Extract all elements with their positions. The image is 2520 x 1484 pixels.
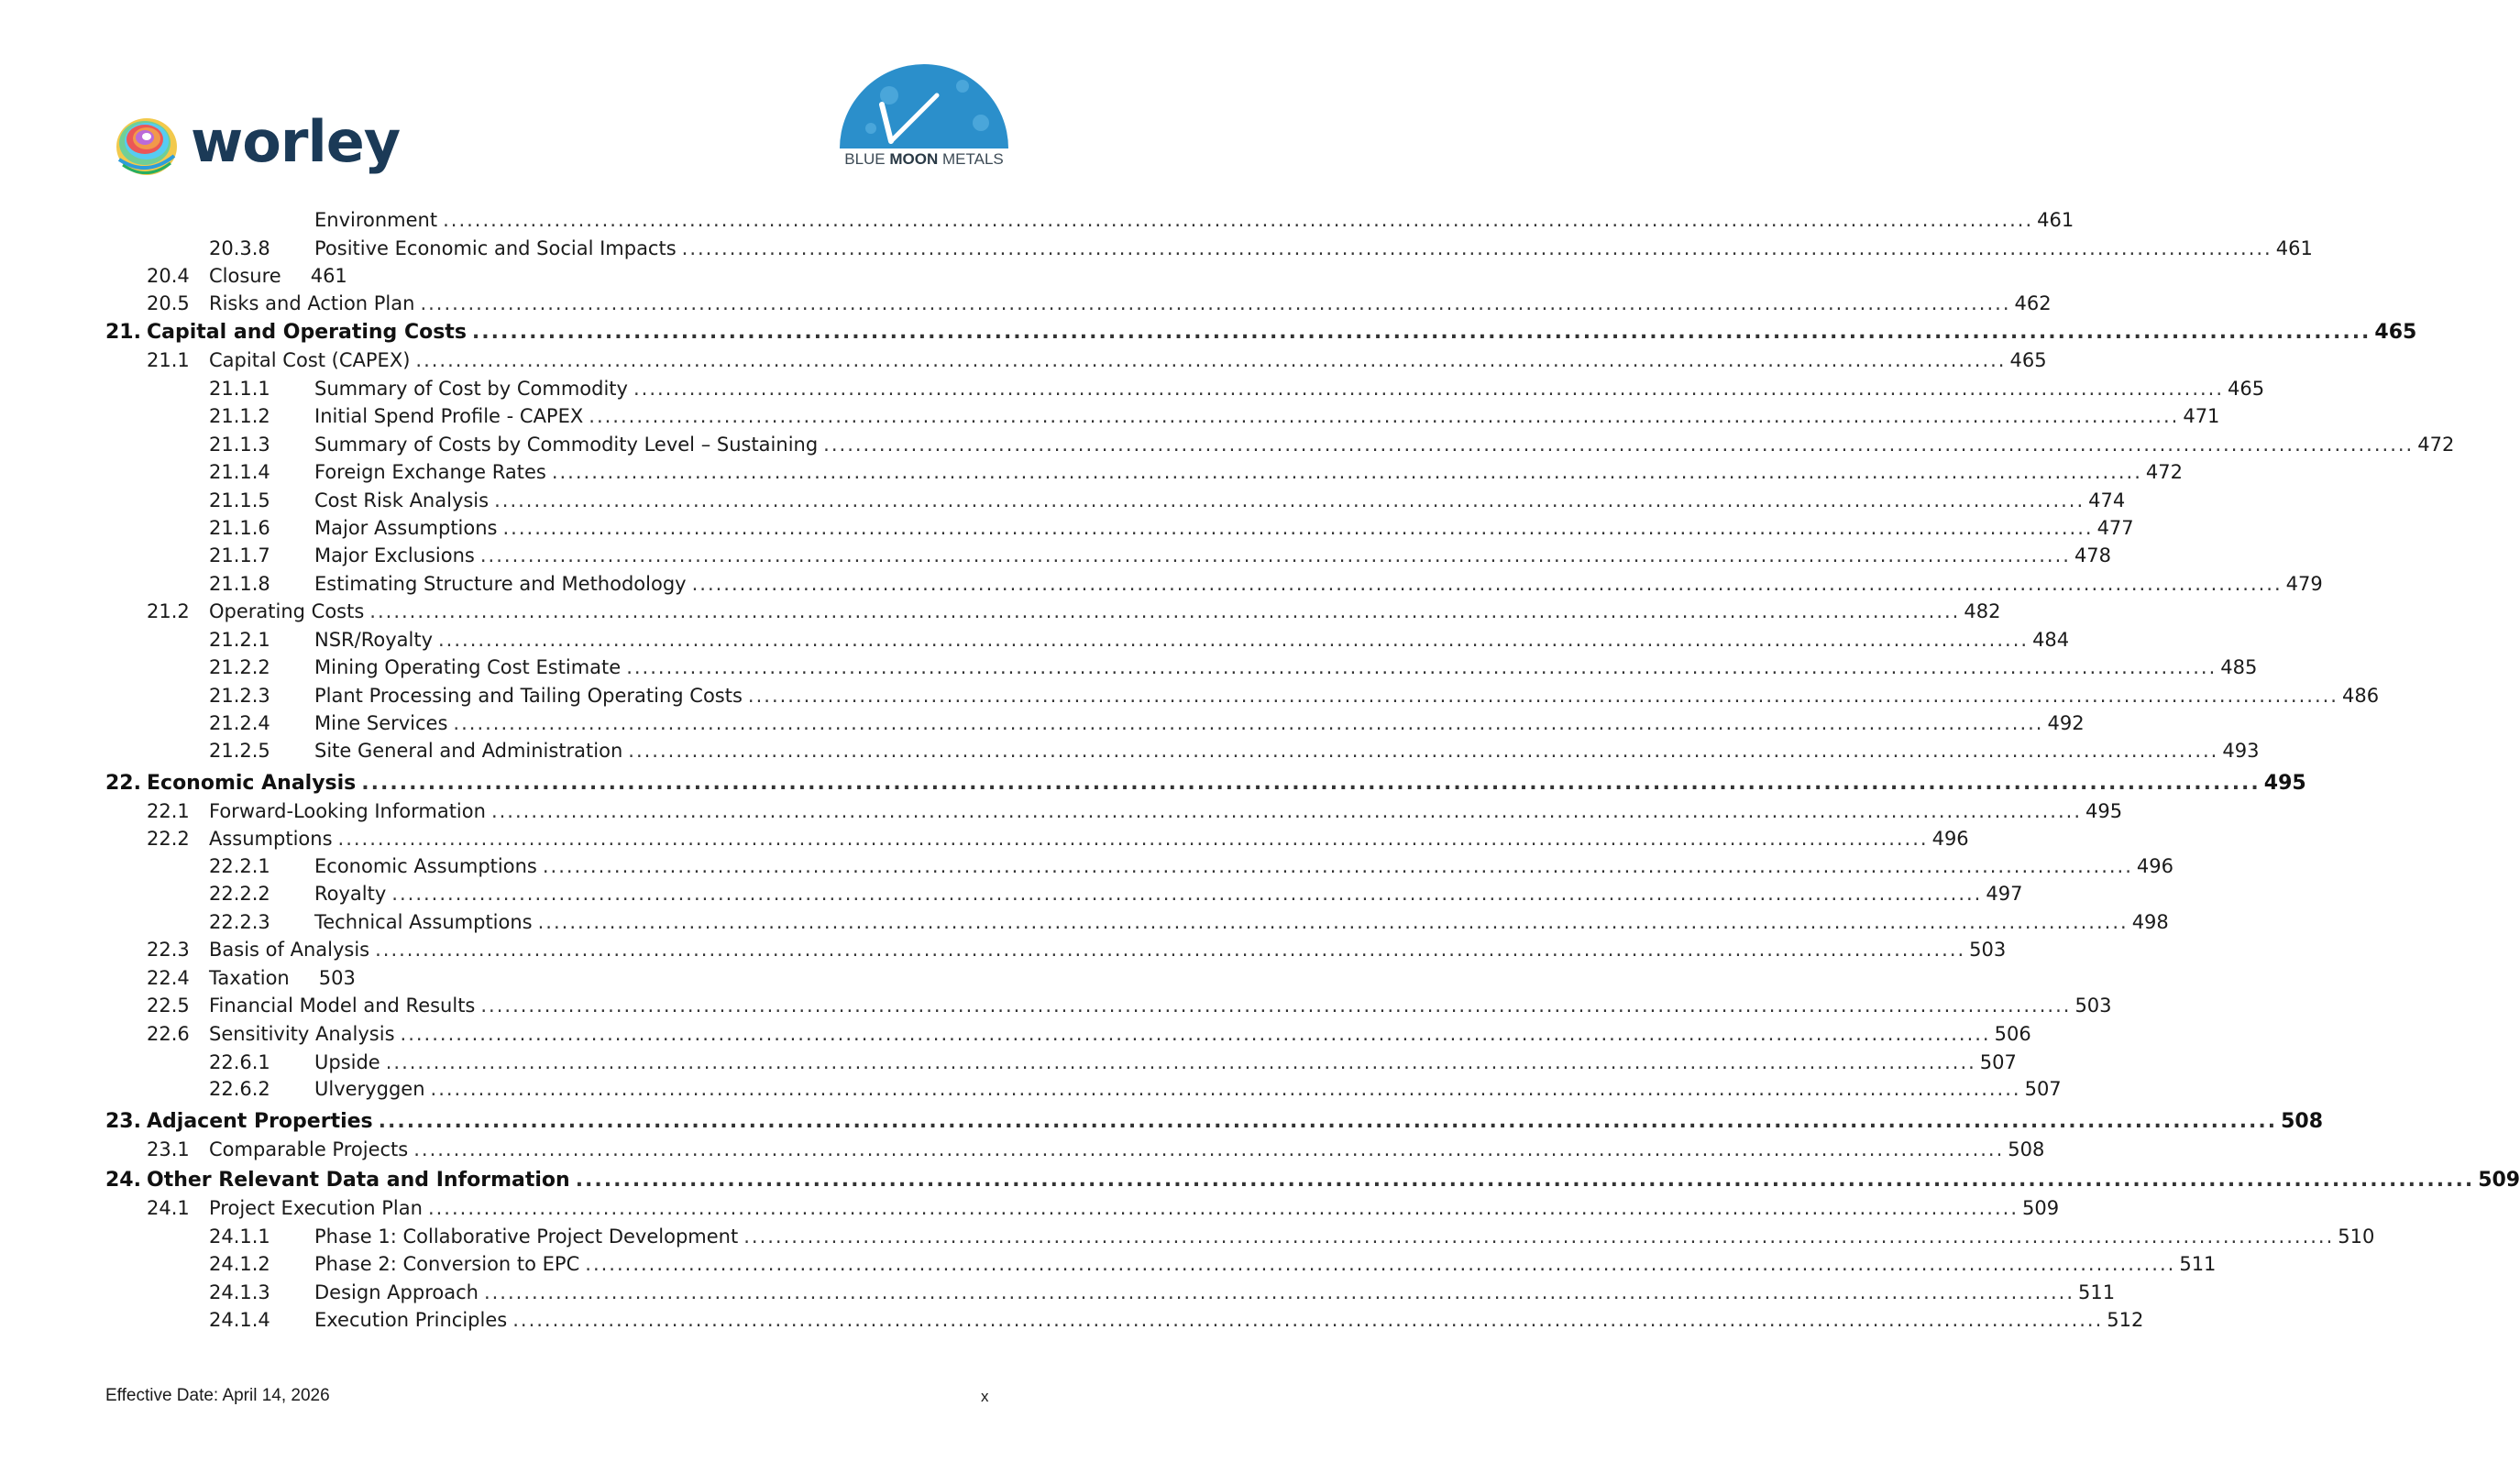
page-number: x bbox=[981, 1388, 989, 1405]
blue-moon-metals-wordmark bbox=[834, 150, 1014, 169]
toc-entry-line bbox=[209, 265, 347, 287]
blue-moon-metals-logo bbox=[834, 59, 1014, 174]
toc-entry-title: Plant Processing and Tailing Operating Costs bbox=[314, 685, 743, 707]
dot-leader: ........................................................................................................................................................................................................ bbox=[490, 800, 2082, 822]
toc-entry-page: 461 bbox=[2275, 237, 2313, 259]
toc-entry-line bbox=[314, 405, 2220, 427]
toc-entry-page: 496 bbox=[2136, 855, 2173, 877]
toc-entry[interactable] bbox=[0, 517, 2134, 545]
toc-entry-title: Taxation bbox=[209, 967, 290, 989]
toc-entry-line bbox=[314, 629, 2070, 651]
toc-entry-page: 511 bbox=[2078, 1281, 2116, 1303]
toc-entry-number: 21.2 bbox=[147, 600, 190, 622]
toc-entry-line bbox=[147, 321, 2417, 344]
toc-entry-line bbox=[314, 685, 2380, 707]
toc-entry-number: 21.1.4 bbox=[209, 461, 270, 483]
toc-entry-page: 508 bbox=[2281, 1110, 2324, 1133]
toc-entry-title: Capital Cost (CAPEX) bbox=[209, 349, 411, 371]
dot-leader: ........................................................................................................................................................................................................ bbox=[385, 1051, 1976, 1073]
dot-leader: ........................................................................................................................................................................................................ bbox=[400, 1023, 1991, 1045]
toc-entry-title: Summary of Cost by Commodity bbox=[314, 378, 628, 400]
toc-entry-page: 509 bbox=[2022, 1197, 2060, 1219]
dot-leader: ........................................................................................................................................................................................................ bbox=[747, 685, 2338, 707]
toc-entry[interactable] bbox=[0, 1078, 2062, 1106]
toc-entry-title: Site General and Administration bbox=[314, 740, 623, 762]
toc-entry-page: 485 bbox=[2220, 656, 2258, 678]
toc-entry-number: 22.6.1 bbox=[209, 1051, 270, 1073]
toc-entry-page: 493 bbox=[2222, 740, 2260, 762]
toc-entry[interactable] bbox=[0, 321, 2417, 349]
dot-leader: ........................................................................................................................................................................................................ bbox=[480, 995, 2072, 1017]
toc-entry-number: 21.1.6 bbox=[209, 517, 270, 539]
toc-entry[interactable] bbox=[0, 1226, 2375, 1254]
toc-entry-title: Execution Principles bbox=[314, 1309, 508, 1331]
toc-entry-title: Basis of Analysis bbox=[209, 939, 370, 961]
toc-entry-title: Forward-Looking Information bbox=[209, 800, 486, 822]
toc-entry-page: 498 bbox=[2131, 911, 2169, 933]
toc-entry-number: 22.6 bbox=[147, 1023, 190, 1045]
toc-entry-title: Summary of Costs by Commodity Level – Sustaining bbox=[314, 434, 819, 456]
toc-entry-line bbox=[314, 1078, 2062, 1100]
toc-entry[interactable] bbox=[0, 1281, 2116, 1310]
toc-entry-number: 21.1.2 bbox=[209, 405, 270, 427]
dot-leader: ........................................................................................................................................................................................................ bbox=[502, 517, 2094, 539]
toc-entry[interactable] bbox=[0, 265, 1146, 293]
toc-entry[interactable] bbox=[0, 600, 2001, 629]
toc-entry-line bbox=[314, 434, 2455, 456]
toc-entry-number: 23.1 bbox=[147, 1138, 190, 1160]
toc-entry-title: Estimating Structure and Methodology bbox=[314, 573, 687, 595]
dot-leader: ........................................................................................................................................................................................................ bbox=[453, 712, 2044, 734]
toc-entry-number: 20.4 bbox=[147, 265, 190, 287]
toc-entry[interactable] bbox=[0, 349, 2047, 378]
toc-entry-title: Initial Spend Profile - CAPEX bbox=[314, 405, 584, 427]
dot-leader: ........................................................................................................................................................................................................ bbox=[479, 544, 2071, 566]
dot-leader: ........................................................................................................................................................................................................ bbox=[585, 1253, 2176, 1275]
toc-entry-page: 486 bbox=[2341, 685, 2380, 707]
dot-leader: ........................................................................................................................................................................................................ bbox=[691, 573, 2283, 595]
toc-entry-title: Mine Services bbox=[314, 712, 448, 734]
dot-leader: ........................................................................................................................................................................................................ bbox=[743, 1226, 2335, 1248]
toc-entry-page: 507 bbox=[1979, 1051, 2017, 1073]
toc-entry-title: Environment bbox=[314, 209, 438, 231]
toc-entry-line bbox=[314, 911, 2169, 933]
toc-entry-title: Closure bbox=[209, 265, 281, 287]
toc-entry[interactable] bbox=[0, 939, 2007, 967]
dot-leader: ........................................................................................................................................................................................................ bbox=[378, 1110, 2278, 1133]
toc-entry-number: 21.1.8 bbox=[209, 573, 270, 595]
toc-entry-page: 461 bbox=[2037, 209, 2074, 231]
dot-leader: ........................................................................................................................................................................................................ bbox=[512, 1309, 2104, 1331]
dot-leader: ........................................................................................................................................................................................................ bbox=[633, 378, 2225, 400]
toc-entry-page: 461 bbox=[310, 265, 347, 287]
toc-entry-page: 507 bbox=[2024, 1078, 2062, 1100]
toc-entry-title: Financial Model and Results bbox=[209, 995, 476, 1017]
toc-entry-title: Economic Analysis bbox=[147, 772, 357, 795]
worley-wordmark: worley bbox=[191, 108, 401, 175]
toc-entry[interactable] bbox=[0, 434, 2455, 462]
toc-entry[interactable] bbox=[0, 967, 1146, 995]
toc-entry-number: 22.2.1 bbox=[209, 855, 270, 877]
toc-entry[interactable] bbox=[0, 544, 2112, 573]
toc-entry-number: 22.2 bbox=[147, 828, 190, 850]
toc-entry-line bbox=[209, 292, 2052, 314]
worley-logo bbox=[114, 108, 407, 187]
dot-leader: ........................................................................................................................................................................................................ bbox=[494, 489, 2085, 511]
toc-entry-page: 511 bbox=[2179, 1253, 2217, 1275]
toc-entry[interactable] bbox=[0, 1023, 2031, 1051]
toc-entry[interactable] bbox=[0, 237, 2313, 266]
toc-entry-line bbox=[209, 939, 2007, 961]
toc-entry-line bbox=[314, 883, 2023, 905]
effective-date: Effective Date: April 14, 2026 bbox=[105, 1386, 330, 1405]
toc-entry[interactable] bbox=[0, 1110, 2324, 1138]
toc-entry-line bbox=[209, 600, 2001, 622]
toc-entry-line bbox=[314, 461, 2183, 483]
toc-entry-line bbox=[314, 544, 2112, 566]
dot-leader: ........................................................................................................................................................................................................ bbox=[375, 939, 1966, 961]
dot-leader: ........................................................................................................................................................................................................ bbox=[443, 209, 2034, 231]
toc-entry[interactable] bbox=[0, 855, 2173, 884]
toc-entry-page: 495 bbox=[2263, 772, 2306, 795]
toc-entry-number: 22.3 bbox=[147, 939, 190, 961]
toc-entry-number: 21.1.1 bbox=[209, 378, 270, 400]
bmm-text-moon: MOON bbox=[889, 150, 939, 168]
toc-entry[interactable] bbox=[0, 772, 2306, 800]
toc-entry-title: Foreign Exchange Rates bbox=[314, 461, 546, 483]
toc-entry-title: Ulveryggen bbox=[314, 1078, 425, 1100]
toc-entry-line bbox=[314, 1051, 2017, 1073]
toc-entry-page: 496 bbox=[1931, 828, 1969, 850]
toc-entry-number: 22.5 bbox=[147, 995, 190, 1017]
moon-clock-icon bbox=[834, 59, 1014, 150]
toc-entry-line bbox=[314, 573, 2323, 595]
toc-entry-page: 465 bbox=[2374, 321, 2417, 344]
toc-entry[interactable] bbox=[0, 995, 2112, 1023]
toc-entry-page: 477 bbox=[2096, 517, 2134, 539]
toc-entry-page: 506 bbox=[1994, 1023, 2031, 1045]
toc-entry-number: 24.1.3 bbox=[209, 1281, 270, 1303]
toc-entry-line bbox=[209, 1138, 2045, 1160]
toc-entry-page: 465 bbox=[2228, 378, 2265, 400]
toc-entry-number: 24.1.4 bbox=[209, 1309, 270, 1331]
toc-entry-title: Project Execution Plan bbox=[209, 1197, 423, 1219]
toc-entry-title: Operating Costs bbox=[209, 600, 365, 622]
dot-leader: ........................................................................................................................................................................................................ bbox=[551, 461, 2142, 483]
toc-entry-number: 24.1.1 bbox=[209, 1226, 270, 1248]
toc-entry-title: Phase 1: Collaborative Project Development bbox=[314, 1226, 739, 1248]
toc-entry-line bbox=[314, 1281, 2116, 1303]
toc-entry-title: Phase 2: Conversion to EPC bbox=[314, 1253, 580, 1275]
dot-leader: ........................................................................................................................................................................................................ bbox=[430, 1078, 2021, 1100]
toc-entry-number: 22. bbox=[105, 772, 141, 795]
dot-leader: ........................................................................................................................................................................................................ bbox=[413, 1138, 2005, 1160]
toc-entry-line bbox=[314, 378, 2265, 400]
toc-entry[interactable] bbox=[0, 1169, 2520, 1197]
toc-entry-title: Other Relevant Data and Information bbox=[147, 1169, 570, 1192]
toc-entry-number: 21.1 bbox=[147, 349, 190, 371]
toc-entry-line bbox=[147, 1110, 2324, 1133]
dot-leader: ........................................................................................................................................................................................................ bbox=[537, 911, 2129, 933]
toc-entry[interactable] bbox=[0, 489, 2126, 518]
dot-leader: ........................................................................................................................................................................................................ bbox=[337, 828, 1929, 850]
toc-entry-page: 471 bbox=[2183, 405, 2220, 427]
toc-entry-title: NSR/Royalty bbox=[314, 629, 433, 651]
toc-entry-line bbox=[314, 1309, 2144, 1331]
toc-entry-title: Positive Economic and Social Impacts bbox=[314, 237, 677, 259]
toc-entry-title: Major Assumptions bbox=[314, 517, 498, 539]
toc-entry-title: Upside bbox=[314, 1051, 380, 1073]
toc-entry-number: 21.2.2 bbox=[209, 656, 270, 678]
dot-leader: ........................................................................................................................................................................................................ bbox=[369, 600, 1961, 622]
toc-entry[interactable] bbox=[0, 800, 2123, 829]
worley-swirl-icon bbox=[114, 114, 180, 180]
toc-entry-line bbox=[209, 828, 1969, 850]
toc-entry-line bbox=[209, 995, 2112, 1017]
dot-leader: ........................................................................................................................................................................................................ bbox=[626, 656, 2217, 678]
toc-entry-title: Technical Assumptions bbox=[314, 911, 533, 933]
toc-entry[interactable] bbox=[0, 1253, 2217, 1281]
toc-entry-number: 21. bbox=[105, 321, 141, 344]
toc-entry-number: 21.2.4 bbox=[209, 712, 270, 734]
toc-entry-title: Risks and Action Plan bbox=[209, 292, 415, 314]
toc-entry-page: 462 bbox=[2014, 292, 2052, 314]
toc-entry-number: 22.2.3 bbox=[209, 911, 270, 933]
toc-entry-number: 21.1.5 bbox=[209, 489, 270, 511]
dot-leader: ........................................................................................................................................................................................................ bbox=[628, 740, 2219, 762]
dot-leader: ........................................................................................................................................................................................................ bbox=[575, 1169, 2475, 1192]
toc-entry-line bbox=[209, 1023, 2031, 1045]
toc-entry[interactable] bbox=[0, 209, 2074, 237]
dot-leader: ........................................................................................................................................................................................................ bbox=[483, 1281, 2075, 1303]
toc-entry[interactable] bbox=[0, 573, 2323, 601]
toc-entry-page: 495 bbox=[2085, 800, 2123, 822]
toc-entry[interactable] bbox=[0, 911, 2169, 940]
toc-entry-line bbox=[147, 772, 2306, 795]
toc-entry[interactable] bbox=[0, 883, 2023, 911]
toc-entry-title: Mining Operating Cost Estimate bbox=[314, 656, 622, 678]
dot-leader: ........................................................................................................................................................................................................ bbox=[589, 405, 2180, 427]
toc-entry-page: 512 bbox=[2107, 1309, 2144, 1331]
toc-entry-number: 21.1.3 bbox=[209, 434, 270, 456]
toc-entry-number: 23. bbox=[105, 1110, 141, 1133]
toc-entry[interactable] bbox=[0, 740, 2260, 768]
toc-entry[interactable] bbox=[0, 1138, 2045, 1167]
toc-entry-title: Comparable Projects bbox=[209, 1138, 409, 1160]
toc-entry-page: 472 bbox=[2417, 434, 2455, 456]
toc-entry-title: Assumptions bbox=[209, 828, 333, 850]
toc-entry[interactable] bbox=[0, 461, 2183, 489]
toc-entry-page: 482 bbox=[1964, 600, 2001, 622]
dot-leader: ........................................................................................................................................................................................................ bbox=[471, 321, 2371, 344]
toc-entry[interactable] bbox=[0, 1309, 2144, 1337]
dot-leader: ........................................................................................................................................................................................................ bbox=[427, 1197, 2019, 1219]
toc-entry-line bbox=[314, 237, 2313, 259]
toc-entry-title: Royalty bbox=[314, 883, 387, 905]
toc-entry[interactable] bbox=[0, 378, 2265, 406]
toc-entry-page: 509 bbox=[2478, 1169, 2520, 1192]
toc-entry-page: 503 bbox=[1969, 939, 2007, 961]
toc-entry[interactable] bbox=[0, 405, 2220, 434]
toc-entry-number: 21.1.7 bbox=[209, 544, 270, 566]
toc-entry-number: 24.1.2 bbox=[209, 1253, 270, 1275]
toc-entry-page: 484 bbox=[2032, 629, 2070, 651]
toc-entry-line bbox=[314, 1253, 2217, 1275]
toc-entry-page: 472 bbox=[2145, 461, 2183, 483]
toc-entry[interactable] bbox=[0, 629, 2070, 657]
toc-entry-title: Economic Assumptions bbox=[314, 855, 537, 877]
toc-entry-line bbox=[209, 800, 2123, 822]
toc-entry-page: 510 bbox=[2338, 1226, 2375, 1248]
toc-entry-page: 465 bbox=[2009, 349, 2047, 371]
toc-entry-page: 479 bbox=[2285, 573, 2323, 595]
toc-entry-page: 508 bbox=[2008, 1138, 2045, 1160]
toc-entry-number: 22.1 bbox=[147, 800, 190, 822]
toc-entry-page: 503 bbox=[2074, 995, 2112, 1017]
dot-leader: ........................................................................................................................................................................................................ bbox=[823, 434, 2415, 456]
toc-entry[interactable] bbox=[0, 1197, 2060, 1226]
toc-entry[interactable] bbox=[0, 685, 2380, 713]
toc-entry-line bbox=[314, 209, 2074, 231]
toc-entry-title: Cost Risk Analysis bbox=[314, 489, 490, 511]
toc-entry-number: 21.2.1 bbox=[209, 629, 270, 651]
toc-entry-page: 492 bbox=[2047, 712, 2085, 734]
bmm-text-metals: METALS bbox=[938, 150, 1004, 168]
toc-entry-number: 24. bbox=[105, 1169, 141, 1192]
toc-entry-title: Design Approach bbox=[314, 1281, 479, 1303]
toc-entry-line bbox=[314, 656, 2258, 678]
dot-leader: ........................................................................................................................................................................................................ bbox=[415, 349, 2007, 371]
toc-entry-number: 20.5 bbox=[147, 292, 190, 314]
toc-entry-line bbox=[314, 855, 2173, 877]
dot-leader: ........................................................................................................................................................................................................ bbox=[391, 883, 1983, 905]
dot-leader: ........................................................................................................................................................................................................ bbox=[420, 292, 2011, 314]
toc-entry-number: 24.1 bbox=[147, 1197, 190, 1219]
toc-entry-page: 497 bbox=[1986, 883, 2023, 905]
toc-entry[interactable] bbox=[0, 292, 2052, 321]
toc-entry-title: Major Exclusions bbox=[314, 544, 475, 566]
toc-entry-number: 22.2.2 bbox=[209, 883, 270, 905]
toc-entry[interactable] bbox=[0, 828, 1969, 856]
toc-entry-page: 478 bbox=[2074, 544, 2112, 566]
toc-entry[interactable] bbox=[0, 1051, 2017, 1080]
dot-leader: ........................................................................................................................................................................................................ bbox=[361, 772, 2261, 795]
toc-entry-line bbox=[209, 349, 2047, 371]
toc-entry[interactable] bbox=[0, 712, 2085, 741]
toc-entry-number: 22.4 bbox=[147, 967, 190, 989]
dot-leader: ........................................................................................................................................................................................................ bbox=[542, 855, 2133, 877]
toc-entry-line bbox=[314, 740, 2260, 762]
toc-entry-number: 21.2.5 bbox=[209, 740, 270, 762]
toc-entry-title: Sensitivity Analysis bbox=[209, 1023, 395, 1045]
toc-entry-line bbox=[147, 1169, 2520, 1192]
toc-entry-line bbox=[314, 517, 2134, 539]
toc-entry-line bbox=[314, 1226, 2375, 1248]
toc-entry-number: 20.3.8 bbox=[209, 237, 270, 259]
toc-entry-page: 474 bbox=[2088, 489, 2126, 511]
toc-entry-page: 503 bbox=[318, 967, 356, 989]
toc-entry-number: 22.6.2 bbox=[209, 1078, 270, 1100]
toc-entry-title: Adjacent Properties bbox=[147, 1110, 373, 1133]
dot-leader: ........................................................................................................................................................................................................ bbox=[681, 237, 2272, 259]
toc-entry-line bbox=[314, 712, 2085, 734]
toc-entry-title: Capital and Operating Costs bbox=[147, 321, 467, 344]
dot-leader: ........................................................................................................................................................................................................ bbox=[438, 629, 2030, 651]
toc-entry-line bbox=[209, 967, 356, 989]
toc-entry-number: 21.2.3 bbox=[209, 685, 270, 707]
bmm-text-blue: BLUE bbox=[844, 150, 890, 168]
toc-entry-line bbox=[314, 489, 2126, 511]
toc-entry-line bbox=[209, 1197, 2060, 1219]
toc-entry[interactable] bbox=[0, 656, 2258, 685]
